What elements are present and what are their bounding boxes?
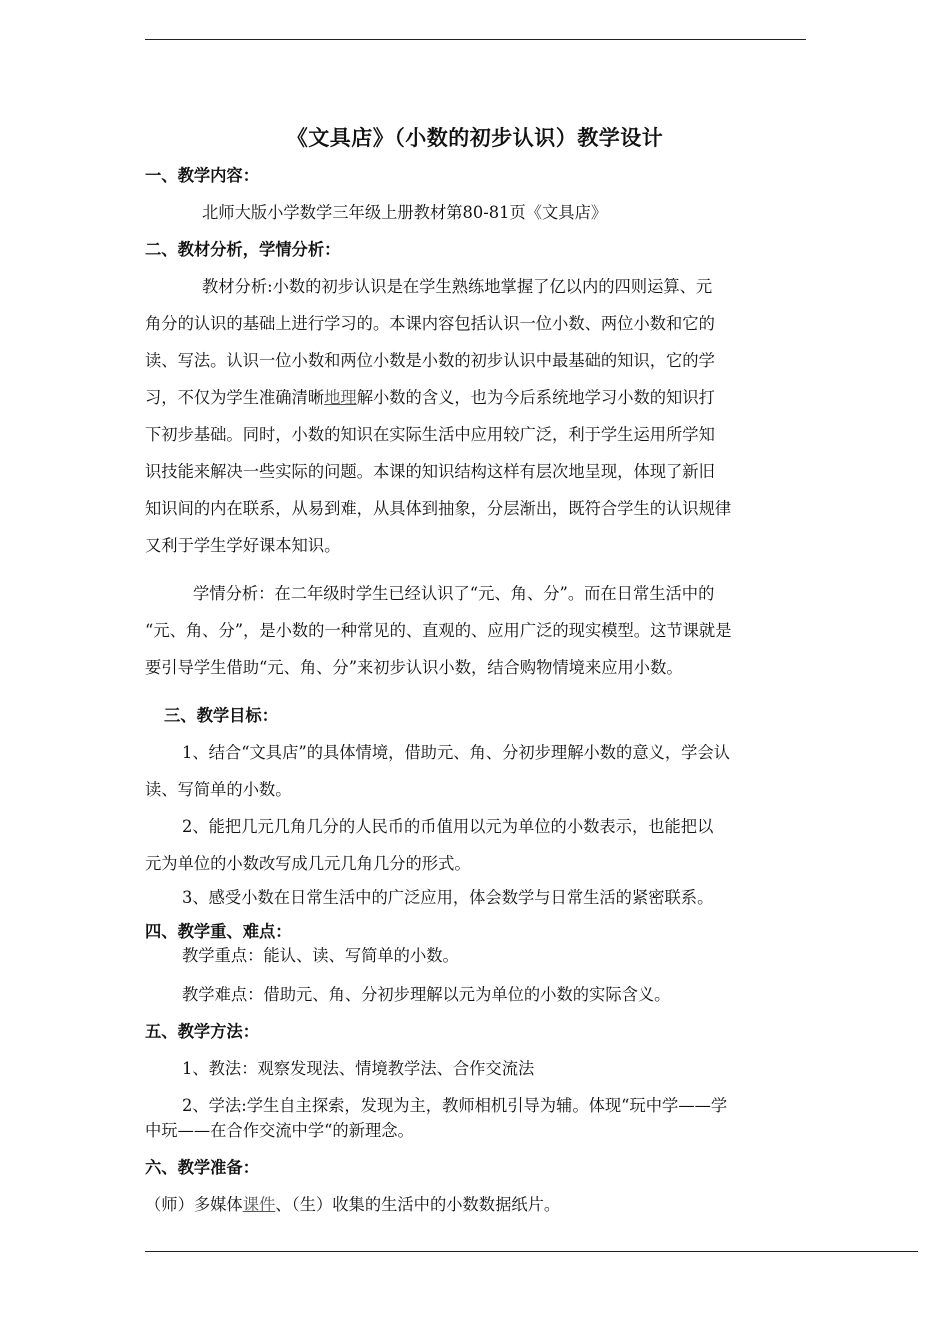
method-line: 2、学法:学生自主探索，发现为主，教师相机引导为辅。体现“玩中学——学 [182,1096,728,1115]
section-heading-methods: 五、教学方法： [145,1022,259,1041]
header-rule [145,39,806,40]
method-line: 1、教法：观察发现法、情境教学法、合作交流法 [182,1059,535,1078]
courseware-link[interactable]: 课件 [242,1195,276,1214]
key-point-line: 教学重点：能认、读、写简单的小数。 [182,946,459,965]
footer-rule [145,1251,918,1252]
preparation-text: （师）多媒体 [145,1195,243,1214]
student-analysis-line: “元、角、分”，是小数的一种常见的、直观的、应用广泛的现实模型。这节课就是 [145,621,732,640]
goal-line: 元为单位的小数改写成几元几角几分的形式。 [145,854,471,873]
method-line: 中玩——在合作交流中学“的新理念。 [145,1121,414,1140]
analysis-line: 识技能来解决一些实际的问题。本课的知识结构这样有层次地呈现，体现了新旧 [145,462,715,481]
analysis-line: 角分的认识的基础上进行学习的。本课内容包括认识一位小数、两位小数和它的 [145,314,715,333]
goal-line: 2、能把几元几角几分的人民币的币值用以元为单位的小数表示，也能把以 [182,817,714,836]
goal-line: 1、结合“文具店”的具体情境，借助元、角、分初步理解小数的意义，学会认 [182,743,731,762]
section-heading-analysis: 二、教材分析，学情分析： [145,240,341,259]
analysis-line: 知识间的内在联系，从易到难，从具体到抽象，分层渐出，既符合学生的认识规律 [145,499,732,518]
section-heading-preparation: 六、教学准备： [145,1158,259,1177]
difficult-point-line: 教学难点：借助元、角、分初步理解以元为单位的小数的实际含义。 [182,985,671,1004]
analysis-line: 教材分析:小数的初步认识是在学生熟练地掌握了亿以内的四则运算、元 [202,277,713,296]
analysis-line: 下初步基础。同时，小数的知识在实际生活中应用较广泛，利于学生运用所学知 [145,425,715,444]
analysis-line: 又利于学生学好课本知识。 [145,536,341,555]
section-heading-keypoints: 四、教学重、难点： [145,922,292,941]
content-line: 北师大版小学数学三年级上册教材第80-81页《文具店》 [202,203,608,222]
section-heading-goals: 三、教学目标： [164,706,278,725]
analysis-line [145,388,715,408]
goal-line: 读、写简单的小数。 [145,780,292,799]
page-title: 《文具店》（小数的初步认识）教学设计 [286,125,664,150]
student-analysis-line: 要引导学生借助“元、角、分”来初步认识小数，结合购物情境来应用小数。 [145,658,683,677]
preparation-text: 、（生）收集的生活中的小数数据纸片。 [275,1195,561,1214]
student-analysis-line: 学情分析：在二年级时学生已经认识了“元、角、分”。而在日常生活中的 [193,584,715,603]
analysis-line: 读、写法。认识一位小数和两位小数是小数的初步认识中最基础的知识，它的学 [145,351,715,370]
goal-line: 3、感受小数在日常生活中的广泛应用，体会数学与日常生活的紧密联系。 [182,888,714,907]
analysis-text: 解小数的含义，也为今后系统地学习小数的知识打 [356,388,715,407]
underlined-word: 地理 [324,388,357,407]
analysis-text: 习，不仅为学生准确清晰 [145,388,325,407]
preparation-line [145,1195,560,1215]
section-heading-content: 一、教学内容： [145,166,259,185]
